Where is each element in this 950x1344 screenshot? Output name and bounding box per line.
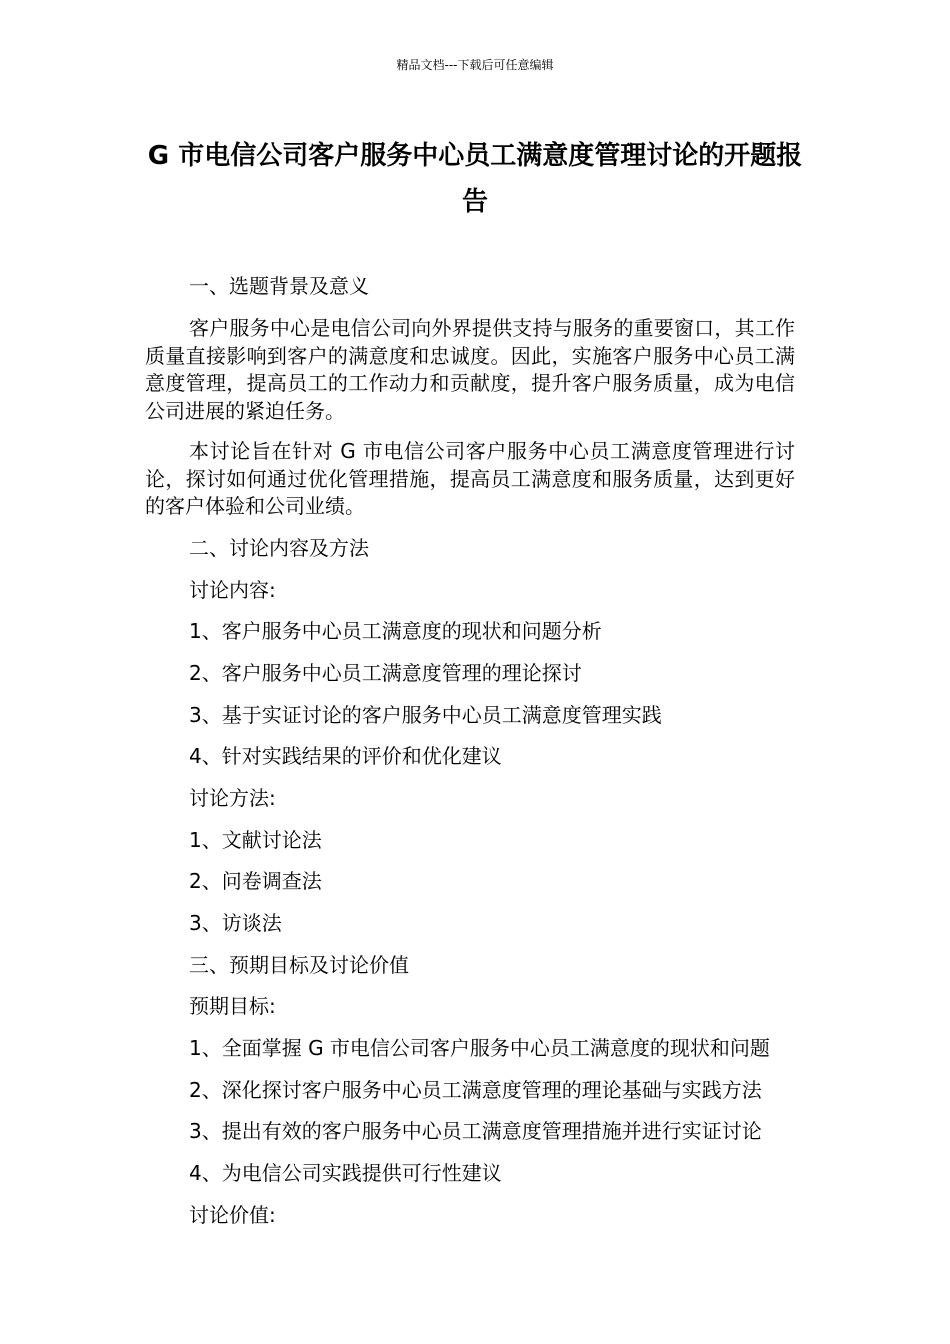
content-item: 4、针对实践结果的评价和优化建议 xyxy=(189,744,502,768)
method-item: 3、访谈法 xyxy=(189,911,282,935)
section-heading-content-method: 二、讨论内容及方法 xyxy=(189,536,369,560)
goal-item: 4、为电信公司实践提供可行性建议 xyxy=(189,1161,502,1185)
value-label: 讨论价值: xyxy=(189,1203,276,1227)
goal-label: 预期目标: xyxy=(189,994,276,1018)
content-label: 讨论内容: xyxy=(189,578,276,602)
section-heading-goals-value: 三、预期目标及讨论价值 xyxy=(189,953,409,977)
document-title: G 市电信公司客户服务中心员工满意度管理讨论的开题报告 xyxy=(147,141,803,217)
goal-item: 3、提出有效的客户服务中心员工满意度管理措施并进行实证讨论 xyxy=(189,1119,762,1143)
content-item: 3、基于实证讨论的客户服务中心员工满意度管理实践 xyxy=(189,703,662,727)
goal-item: 2、深化探讨客户服务中心员工满意度管理的理论基础与实践方法 xyxy=(189,1078,762,1102)
paragraph-purpose: 本讨论旨在针对 G 市电信公司客户服务中心员工满意度管理进行讨论，探讨如何通过优化管理措施，提高员工满意度和服务质量，达到更好的客户体验和公司业绩。 xyxy=(145,439,795,518)
content-item: 1、客户服务中心员工满意度的现状和问题分析 xyxy=(189,619,602,643)
content-item: 2、客户服务中心员工满意度管理的理论探讨 xyxy=(189,661,582,685)
method-item: 2、问卷调查法 xyxy=(189,869,322,893)
page-header: 精品文档---下载后可任意编辑 xyxy=(396,58,554,72)
goal-item: 1、全面掌握 G 市电信公司客户服务中心员工满意度的现状和问题 xyxy=(189,1036,770,1060)
paragraph-background: 客户服务中心是电信公司向外界提供支持与服务的重要窗口，其工作质量直接影响到客户的满意度和忠诚度。因此，实施客户服务中心员工满意度管理，提高员工的工作动力和贡献度，提升客户服务质量，成为电信公司进展的紧迫任务。 xyxy=(145,316,795,423)
section-heading-background: 一、选题背景及意义 xyxy=(189,274,369,298)
method-item: 1、文献讨论法 xyxy=(189,828,322,852)
method-label: 讨论方法: xyxy=(189,786,276,810)
